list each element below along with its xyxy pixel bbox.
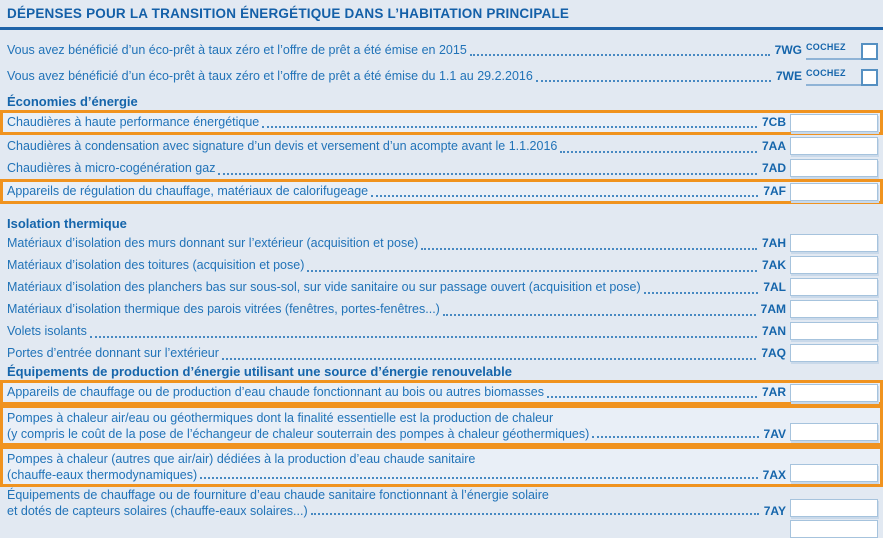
dotted-leader (307, 270, 757, 272)
cochez-label: COCHEZ (806, 42, 846, 52)
dotted-leader (90, 336, 757, 338)
dotted-leader (262, 126, 757, 128)
form-row-7an (0, 320, 883, 342)
amount-input-7aq[interactable] (790, 344, 878, 362)
field-code: 7AF (763, 184, 786, 198)
cochez-group-7wg (806, 40, 878, 60)
row-label: Portes d’entrée donnant sur l’extérieur (7, 345, 219, 360)
dotted-leader (470, 54, 770, 56)
form-row-7av (0, 405, 883, 446)
form-row-7cb (0, 110, 883, 135)
form-row-7aq (0, 342, 883, 364)
row-label: Chaudières à condensation avec signature d’un devis et versement d’un acompte avant le 1.1.2016 (7, 138, 558, 153)
amount-input-7ar[interactable] (790, 384, 878, 402)
field-code: 7WE (775, 68, 802, 83)
amount-input-7af[interactable] (790, 183, 878, 201)
amount-input-7ak[interactable] (790, 256, 878, 274)
field-code: 7AV (763, 426, 786, 441)
amount-input-7ax[interactable] (790, 464, 878, 482)
form-row-7we (0, 66, 883, 86)
row-label: Chaudières à micro-cogénération gaz (7, 160, 216, 175)
field-code: 7AN (761, 323, 786, 338)
amount-input-7al[interactable] (790, 278, 878, 296)
row-label: Appareils de régulation du chauffage, matériaux de calorifugeage (7, 184, 369, 198)
title-underline (0, 27, 883, 30)
field-code: 7AL (763, 279, 786, 294)
amount-input-7cb[interactable] (790, 114, 878, 132)
field-code: 7AQ (761, 345, 786, 360)
row-label: Vous avez bénéficié d’un éco-prêt à taux zéro et l’offre de prêt a été émise en 2015 (7, 42, 467, 57)
row-label-lines (7, 408, 790, 443)
form-row-7ax (0, 446, 883, 487)
section-title-block (0, 6, 883, 30)
checkbox-7we[interactable] (861, 69, 878, 86)
row-label: Volets isolants (7, 323, 87, 338)
dotted-leader (311, 513, 759, 515)
form-row-7ad (0, 157, 883, 179)
row-label-line2: (chauffe-eaux thermodynamiques) (7, 467, 198, 482)
dotted-leader (218, 173, 757, 175)
field-code: 7AK (761, 257, 786, 272)
amount-input-7am[interactable] (790, 300, 878, 318)
row-label: Matériaux d’isolation des toitures (acquisition et pose) (7, 257, 305, 272)
form-row-7aa (0, 135, 883, 157)
form-row-7ah (0, 232, 883, 254)
dotted-leader (536, 80, 771, 82)
dotted-leader (421, 248, 757, 250)
amount-input-7av[interactable] (790, 423, 878, 441)
amount-input-7ay[interactable] (790, 499, 878, 517)
cochez-group-7we (806, 66, 878, 86)
form-row-7af (0, 179, 883, 204)
checkbox-7wg[interactable] (861, 43, 878, 60)
section-header-isolation-thermique: Isolation thermique (7, 216, 127, 231)
dotted-leader (560, 151, 757, 153)
field-code: 7WG (774, 42, 802, 57)
field-code: 7AH (761, 235, 786, 250)
dotted-leader (200, 477, 758, 479)
row-label: Matériaux d’isolation thermique des parois vitrées (fenêtres, portes-fenêtres...) (7, 301, 440, 316)
row-label: Appareils de chauffage ou de production d’eau chaude fonctionnant au bois ou autres biomasses (7, 385, 544, 399)
field-code: 7AD (761, 160, 786, 175)
row-label: Matériaux d’isolation des murs donnant sur l’extérieur (acquisition et pose) (7, 235, 419, 250)
amount-input-7ah[interactable] (790, 234, 878, 252)
row-label-line1: Équipements de chauffage ou de fourniture d’eau chaude sanitaire fonctionnant à l’énergie solaire (7, 487, 549, 502)
dotted-leader (222, 358, 756, 360)
dotted-leader (644, 292, 759, 294)
row-label: Matériaux d’isolation des planchers bas sur sous-sol, sur vide sanitaire ou sur passage ouvert (acquisition et pose) (7, 279, 641, 294)
row-label-line2: (y compris le coût de la pose de l’échangeur de chaleur souterrain des pompes à chaleur géothermiques) (7, 426, 590, 441)
amount-input-partial[interactable] (790, 520, 878, 538)
row-label-line1: Pompes à chaleur air/eau ou géothermiques dont la finalité essentielle est la production de chaleur (7, 410, 554, 425)
form-row-7ak (0, 254, 883, 276)
form-row-7ar (0, 380, 883, 405)
field-code: 7CB (761, 115, 786, 129)
row-label-line2: et dotés de capteurs solaires (chauffe-eaux solaires...) (7, 503, 308, 518)
form-row-7al (0, 276, 883, 298)
amount-input-7aa[interactable] (790, 137, 878, 155)
field-code: 7AR (761, 385, 786, 399)
row-label: Chaudières à haute performance énergétique (7, 115, 260, 129)
row-label-lines (7, 487, 790, 518)
amount-input-7ad[interactable] (790, 159, 878, 177)
field-code: 7AX (762, 467, 786, 482)
field-code: 7AY (763, 503, 786, 518)
cochez-label: COCHEZ (806, 68, 846, 78)
field-code: 7AA (761, 138, 786, 153)
form-row-7am (0, 298, 883, 320)
dotted-leader (443, 314, 756, 316)
dotted-leader (592, 436, 758, 438)
row-label-lines (7, 449, 790, 484)
form-row-7wg (0, 40, 883, 60)
dotted-leader (547, 396, 757, 398)
page-title: DÉPENSES POUR LA TRANSITION ÉNERGÉTIQUE DANS L’HABITATION PRINCIPALE (7, 6, 570, 21)
section-header-economies-energie: Économies d’énergie (7, 94, 138, 109)
form-row-7ay (0, 487, 883, 518)
dotted-leader (371, 195, 758, 197)
row-label: Vous avez bénéficié d’un éco-prêt à taux zéro et l’offre de prêt a été émise du 1.1 au 29.2.2016 (7, 68, 533, 83)
section-header-energie-renouvelable: Équipements de production d’énergie utilisant une source d’énergie renouvelable (7, 364, 512, 379)
row-label-line1: Pompes à chaleur (autres que air/air) dédiées à la production d’eau chaude sanitaire (7, 451, 476, 466)
field-code: 7AM (760, 301, 786, 316)
amount-input-7an[interactable] (790, 322, 878, 340)
